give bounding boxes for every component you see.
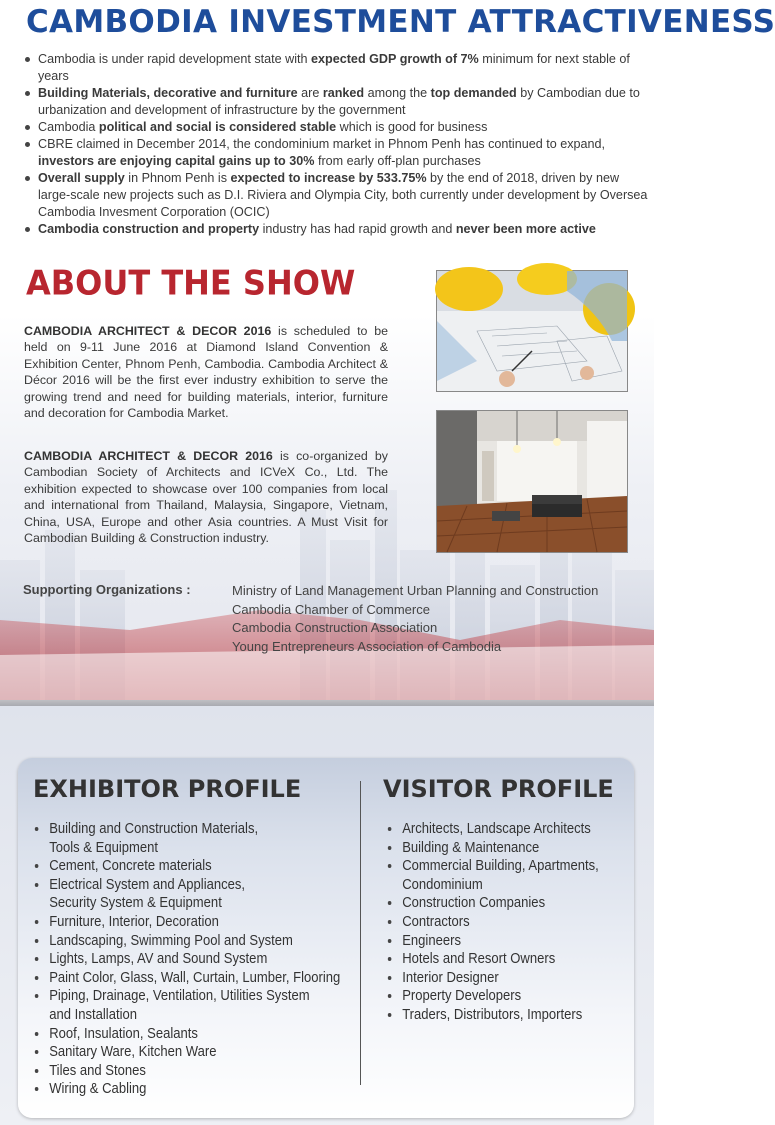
architects-photo [436,270,628,392]
body-text: CBRE claimed in December 2014, the condominium market in Phnom Penh has continued to expand, [38,137,606,151]
highlight-text: never been more active [455,222,596,236]
profile-item: Wiring & Cabling [33,1080,340,1099]
exhibitor-profile-title: EXHIBITOR PROFILE [33,775,302,803]
profile-item: Cement, Concrete materials [33,857,340,876]
highlight-text: top demanded [430,86,517,100]
investment-bullet [22,136,648,170]
about-paragraph-1 [24,323,388,421]
supporting-organization: Young Entrepreneurs Association of Cambodia [232,638,502,654]
profile-item: Commercial Building, Apartments, Condominium [386,857,599,894]
highlight-text: investors are enjoying capital gains up to 30% [38,154,315,168]
investment-bullet [22,221,648,238]
about-paragraph-2-event-name: CAMBODIA ARCHITECT & DECOR 2016 [24,449,273,463]
profile-item: Building & Maintenance [386,839,599,858]
profile-item: Tiles and Stones [33,1062,340,1081]
investment-bullet [22,119,648,136]
body-text: Cambodia [38,120,99,134]
body-text: minimum for next stable of years [38,52,630,83]
profile-item: Hotels and Resort Owners [386,950,599,969]
profile-item: Traders, Distributors, Importers [386,1006,599,1025]
highlight-text: Cambodia construction and property [38,222,260,236]
investment-title: CAMBODIA INVESTMENT ATTRACTIVENESS [26,4,775,40]
body-text: which is good for business [336,120,488,134]
highlight-text: Building Materials, decorative and furniture [38,86,298,100]
profile-item: Construction Companies [386,894,599,913]
highlight-text: expected to increase by 533.75% [230,171,427,185]
body-text: among the [364,86,431,100]
profile-item: Sanitary Ware, Kitchen Ware [33,1043,340,1062]
highlight-text: ranked [322,86,365,100]
highlight-text: Overall supply [38,171,125,185]
supporting-organizations-label: Supporting Organizations : [23,582,191,597]
exhibitor-profile-list [33,820,340,1099]
profile-item: Paint Color, Glass, Wall, Curtain, Lumber, Flooring [33,969,340,988]
body-text: Cambodia is under rapid development state with [38,52,312,66]
about-title: ABOUT THE SHOW [26,263,356,303]
highlight-text: expected GDP growth of 7% [311,52,479,66]
about-paragraph-2 [24,448,388,546]
body-text: from early off-plan purchases [314,154,481,168]
body-text: are [297,86,323,100]
body-text: in Phnom Penh is [124,171,231,185]
profile-item: Engineers [386,932,599,951]
about-paragraph-1-event-name: CAMBODIA ARCHITECT & DECOR 2016 [24,324,272,338]
body-text: by Cambodian due to urbanization and development of infrastructure by the government [38,86,640,117]
investment-bullet [22,51,648,85]
profile-item: Landscaping, Swimming Pool and System [33,932,340,951]
supporting-organizations-list [232,582,598,656]
profile-item: Roof, Insulation, Sealants [33,1025,340,1044]
supporting-organization: Cambodia Chamber of Commerce [232,601,430,617]
investment-bullet-list [22,51,648,238]
supporting-organization: Ministry of Land Management Urban Planning and Construction [232,583,599,598]
interior-photo [436,410,628,553]
body-text: by the end of 2018, driven by new large-scale new projects such as D.I. Riviera and Olympia City, both currently under development by Oversea Cambodia Invesment Corporation (OCIC) [38,171,648,219]
profile-item: Furniture, Interior, Decoration [33,913,340,932]
profile-item: Building and Construction Materials, Tools & Equipment [33,820,340,857]
profile-item: Property Developers [386,987,599,1006]
investment-bullet [22,85,648,119]
visitor-profile-list [386,820,599,1025]
profile-item: Architects, Landscape Architects [386,820,599,839]
body-text: industry has had rapid growth and [259,222,456,236]
profile-column-divider [360,781,361,1085]
investment-bullet [22,170,648,221]
profile-item: Electrical System and Appliances, Security System & Equipment [33,876,340,913]
profile-item: Piping, Drainage, Ventilation, Utilities System and Installation [33,987,340,1024]
about-paragraph-1-text: is scheduled to be held on 9-11 June 2016 at Diamond Island Convention & Exhibition Center, Phnom Penh, Cambodia. Cambodia Architect & Décor 2016 will be the first ever industry exhibition to serve the growing trend and need for building materials, interior, furniture and decoration for Cambodia Market. [24,324,389,421]
profile-item: Lights, Lamps, AV and Sound System [33,950,340,969]
about-paragraph-2-text: is co-organized by Cambodian Society of Architects and ICVeX Co., Ltd. The exhibition expected to showcase over 100 companies from local and international from Thailand, Malaysia, Singapore, Vietnam, China, USA, Europe and other Asia countries. A Must Visit for Cambodian Building & Construction industry. [24,449,389,546]
visitor-profile-title: VISITOR PROFILE [383,775,614,803]
profile-item: Interior Designer [386,969,599,988]
highlight-text: political and social is considered stable [98,120,337,134]
profile-item: Contractors [386,913,599,932]
supporting-organization: Cambodia Construction Association [232,620,438,635]
